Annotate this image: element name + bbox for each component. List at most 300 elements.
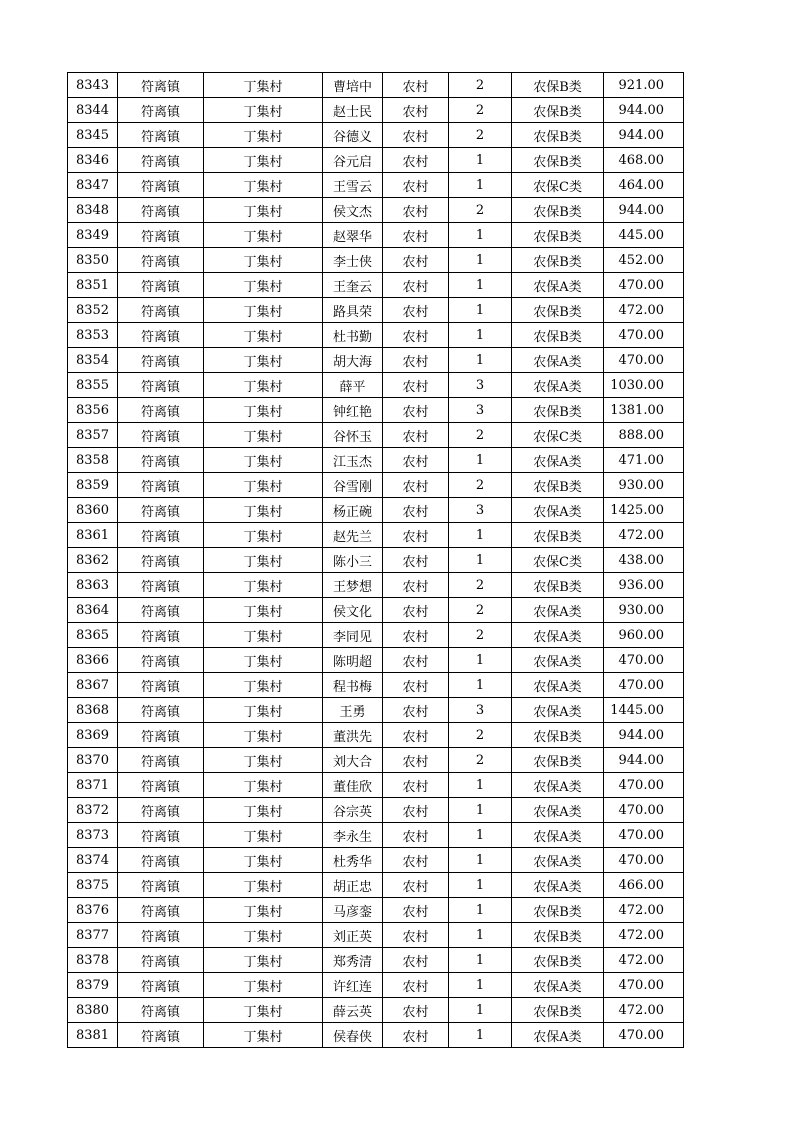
cell-type: 农村 (383, 498, 449, 523)
cell-village: 丁集村 (204, 973, 323, 998)
cell-town: 符离镇 (118, 223, 204, 248)
cell-id: 8347 (68, 173, 118, 198)
cell-village: 丁集村 (204, 448, 323, 473)
cell-amount: 472.00 (604, 898, 684, 923)
cell-id: 8356 (68, 398, 118, 423)
cell-amount: 936.00 (604, 573, 684, 598)
cell-category: 农保B类 (512, 148, 604, 173)
cell-name: 程书梅 (323, 673, 383, 698)
cell-count: 2 (449, 573, 512, 598)
cell-count: 1 (449, 248, 512, 273)
cell-name: 杨正碗 (323, 498, 383, 523)
table-row (68, 948, 684, 973)
table-row (68, 523, 684, 548)
cell-amount: 470.00 (604, 1023, 684, 1048)
cell-count: 1 (449, 173, 512, 198)
cell-amount: 472.00 (604, 948, 684, 973)
cell-type: 农村 (383, 898, 449, 923)
cell-village: 丁集村 (204, 523, 323, 548)
cell-id: 8362 (68, 548, 118, 573)
cell-id: 8353 (68, 323, 118, 348)
cell-id: 8373 (68, 823, 118, 848)
cell-town: 符离镇 (118, 373, 204, 398)
cell-name: 赵先兰 (323, 523, 383, 548)
cell-category: 农保B类 (512, 248, 604, 273)
cell-name: 赵翠华 (323, 223, 383, 248)
cell-village: 丁集村 (204, 498, 323, 523)
table-row (68, 548, 684, 573)
table-row (68, 823, 684, 848)
cell-id: 8372 (68, 798, 118, 823)
cell-count: 1 (449, 873, 512, 898)
cell-type: 农村 (383, 573, 449, 598)
cell-id: 8361 (68, 523, 118, 548)
cell-type: 农村 (383, 223, 449, 248)
cell-amount: 944.00 (604, 123, 684, 148)
cell-type: 农村 (383, 698, 449, 723)
table-row (68, 198, 684, 223)
cell-village: 丁集村 (204, 798, 323, 823)
cell-village: 丁集村 (204, 198, 323, 223)
cell-village: 丁集村 (204, 773, 323, 798)
cell-amount: 438.00 (604, 548, 684, 573)
cell-village: 丁集村 (204, 623, 323, 648)
cell-id: 8365 (68, 623, 118, 648)
cell-count: 1 (449, 523, 512, 548)
cell-amount: 472.00 (604, 998, 684, 1023)
cell-type: 农村 (383, 998, 449, 1023)
cell-village: 丁集村 (204, 473, 323, 498)
cell-village: 丁集村 (204, 173, 323, 198)
cell-count: 2 (449, 723, 512, 748)
cell-name: 董佳欣 (323, 773, 383, 798)
cell-category: 农保B类 (512, 723, 604, 748)
cell-town: 符离镇 (118, 423, 204, 448)
cell-village: 丁集村 (204, 948, 323, 973)
cell-name: 侯文杰 (323, 198, 383, 223)
cell-amount: 1445.00 (604, 698, 684, 723)
cell-amount: 960.00 (604, 623, 684, 648)
cell-village: 丁集村 (204, 148, 323, 173)
cell-town: 符离镇 (118, 398, 204, 423)
cell-name: 王勇 (323, 698, 383, 723)
cell-village: 丁集村 (204, 673, 323, 698)
cell-category: 农保B类 (512, 73, 604, 98)
cell-town: 符离镇 (118, 848, 204, 873)
cell-town: 符离镇 (118, 698, 204, 723)
cell-town: 符离镇 (118, 973, 204, 998)
cell-town: 符离镇 (118, 898, 204, 923)
cell-type: 农村 (383, 723, 449, 748)
cell-amount: 470.00 (604, 323, 684, 348)
cell-id: 8366 (68, 648, 118, 673)
cell-name: 胡正忠 (323, 873, 383, 898)
cell-type: 农村 (383, 873, 449, 898)
cell-id: 8360 (68, 498, 118, 523)
cell-count: 2 (449, 73, 512, 98)
cell-village: 丁集村 (204, 248, 323, 273)
cell-type: 农村 (383, 623, 449, 648)
cell-name: 路具荣 (323, 298, 383, 323)
cell-id: 8343 (68, 73, 118, 98)
cell-name: 刘大合 (323, 748, 383, 773)
cell-town: 符离镇 (118, 923, 204, 948)
cell-id: 8379 (68, 973, 118, 998)
cell-town: 符离镇 (118, 148, 204, 173)
cell-id: 8374 (68, 848, 118, 873)
cell-id: 8377 (68, 923, 118, 948)
table-row (68, 73, 684, 98)
cell-amount: 1425.00 (604, 498, 684, 523)
cell-type: 农村 (383, 423, 449, 448)
cell-count: 1 (449, 773, 512, 798)
cell-category: 农保A类 (512, 273, 604, 298)
cell-count: 2 (449, 623, 512, 648)
table-row (68, 173, 684, 198)
cell-type: 农村 (383, 973, 449, 998)
cell-name: 薛云英 (323, 998, 383, 1023)
cell-name: 钟红艳 (323, 398, 383, 423)
cell-amount: 930.00 (604, 598, 684, 623)
cell-id: 8364 (68, 598, 118, 623)
cell-type: 农村 (383, 98, 449, 123)
table-row (68, 723, 684, 748)
table-row (68, 573, 684, 598)
cell-village: 丁集村 (204, 323, 323, 348)
cell-id: 8363 (68, 573, 118, 598)
cell-town: 符离镇 (118, 948, 204, 973)
cell-type: 农村 (383, 273, 449, 298)
cell-village: 丁集村 (204, 873, 323, 898)
cell-id: 8355 (68, 373, 118, 398)
cell-category: 农保B类 (512, 123, 604, 148)
cell-id: 8358 (68, 448, 118, 473)
cell-amount: 1381.00 (604, 398, 684, 423)
cell-town: 符离镇 (118, 873, 204, 898)
cell-count: 3 (449, 398, 512, 423)
cell-town: 符离镇 (118, 523, 204, 548)
cell-category: 农保B类 (512, 948, 604, 973)
table-row (68, 123, 684, 148)
cell-town: 符离镇 (118, 548, 204, 573)
cell-id: 8354 (68, 348, 118, 373)
cell-name: 许红连 (323, 973, 383, 998)
cell-name: 谷宗英 (323, 798, 383, 823)
cell-type: 农村 (383, 73, 449, 98)
cell-category: 农保A类 (512, 873, 604, 898)
cell-count: 1 (449, 848, 512, 873)
cell-village: 丁集村 (204, 898, 323, 923)
cell-name: 王奎云 (323, 273, 383, 298)
cell-village: 丁集村 (204, 823, 323, 848)
table-row (68, 323, 684, 348)
cell-amount: 470.00 (604, 348, 684, 373)
cell-category: 农保B类 (512, 398, 604, 423)
cell-category: 农保C类 (512, 548, 604, 573)
cell-count: 2 (449, 198, 512, 223)
table-row (68, 648, 684, 673)
cell-count: 1 (449, 548, 512, 573)
cell-town: 符离镇 (118, 648, 204, 673)
cell-town: 符离镇 (118, 573, 204, 598)
cell-village: 丁集村 (204, 848, 323, 873)
cell-village: 丁集村 (204, 573, 323, 598)
cell-count: 1 (449, 948, 512, 973)
table-row (68, 498, 684, 523)
cell-name: 董洪先 (323, 723, 383, 748)
cell-category: 农保B类 (512, 523, 604, 548)
cell-name: 谷德义 (323, 123, 383, 148)
cell-count: 1 (449, 1023, 512, 1048)
table-row (68, 598, 684, 623)
cell-town: 符离镇 (118, 448, 204, 473)
cell-town: 符离镇 (118, 298, 204, 323)
cell-id: 8352 (68, 298, 118, 323)
cell-town: 符离镇 (118, 673, 204, 698)
table-row (68, 98, 684, 123)
table-row (68, 748, 684, 773)
cell-category: 农保A类 (512, 848, 604, 873)
cell-id: 8375 (68, 873, 118, 898)
cell-village: 丁集村 (204, 423, 323, 448)
cell-type: 农村 (383, 673, 449, 698)
cell-village: 丁集村 (204, 648, 323, 673)
cell-type: 农村 (383, 173, 449, 198)
table-row (68, 148, 684, 173)
cell-town: 符离镇 (118, 323, 204, 348)
cell-category: 农保C类 (512, 173, 604, 198)
cell-name: 侯春侠 (323, 1023, 383, 1048)
table-row (68, 673, 684, 698)
cell-name: 王雪云 (323, 173, 383, 198)
cell-count: 1 (449, 298, 512, 323)
cell-village: 丁集村 (204, 348, 323, 373)
cell-count: 3 (449, 698, 512, 723)
table-row (68, 373, 684, 398)
cell-town: 符离镇 (118, 73, 204, 98)
table-row (68, 873, 684, 898)
cell-amount: 470.00 (604, 773, 684, 798)
cell-id: 8345 (68, 123, 118, 148)
cell-amount: 944.00 (604, 98, 684, 123)
cell-amount: 470.00 (604, 273, 684, 298)
cell-type: 农村 (383, 598, 449, 623)
cell-count: 1 (449, 973, 512, 998)
table-row (68, 848, 684, 873)
cell-count: 1 (449, 223, 512, 248)
cell-count: 2 (449, 748, 512, 773)
cell-category: 农保B类 (512, 198, 604, 223)
cell-village: 丁集村 (204, 373, 323, 398)
cell-town: 符离镇 (118, 348, 204, 373)
table-row (68, 923, 684, 948)
cell-count: 1 (449, 273, 512, 298)
cell-type: 农村 (383, 298, 449, 323)
cell-amount: 470.00 (604, 823, 684, 848)
table-row (68, 423, 684, 448)
cell-name: 薛平 (323, 373, 383, 398)
cell-category: 农保B类 (512, 473, 604, 498)
cell-count: 1 (449, 448, 512, 473)
cell-village: 丁集村 (204, 698, 323, 723)
cell-category: 农保A类 (512, 823, 604, 848)
cell-category: 农保A类 (512, 598, 604, 623)
cell-id: 8344 (68, 98, 118, 123)
cell-category: 农保A类 (512, 648, 604, 673)
cell-category: 农保C类 (512, 423, 604, 448)
table-row (68, 348, 684, 373)
cell-type: 农村 (383, 198, 449, 223)
cell-amount: 471.00 (604, 448, 684, 473)
cell-category: 农保B类 (512, 323, 604, 348)
cell-id: 8367 (68, 673, 118, 698)
cell-town: 符离镇 (118, 748, 204, 773)
cell-name: 江玉杰 (323, 448, 383, 473)
cell-name: 陈小三 (323, 548, 383, 573)
cell-category: 农保B类 (512, 898, 604, 923)
cell-amount: 470.00 (604, 648, 684, 673)
cell-category: 农保A类 (512, 973, 604, 998)
cell-category: 农保A类 (512, 623, 604, 648)
cell-count: 1 (449, 348, 512, 373)
cell-count: 2 (449, 98, 512, 123)
cell-name: 谷元启 (323, 148, 383, 173)
cell-id: 8380 (68, 998, 118, 1023)
cell-amount: 466.00 (604, 873, 684, 898)
cell-count: 3 (449, 373, 512, 398)
cell-id: 8371 (68, 773, 118, 798)
cell-town: 符离镇 (118, 998, 204, 1023)
cell-category: 农保B类 (512, 223, 604, 248)
cell-category: 农保B类 (512, 573, 604, 598)
roster-body (68, 73, 684, 1048)
cell-id: 8349 (68, 223, 118, 248)
cell-category: 农保A类 (512, 348, 604, 373)
cell-town: 符离镇 (118, 98, 204, 123)
cell-category: 农保B类 (512, 998, 604, 1023)
cell-id: 8350 (68, 248, 118, 273)
cell-amount: 921.00 (604, 73, 684, 98)
cell-name: 李士侠 (323, 248, 383, 273)
cell-amount: 470.00 (604, 973, 684, 998)
cell-town: 符离镇 (118, 1023, 204, 1048)
cell-type: 农村 (383, 798, 449, 823)
cell-count: 1 (449, 898, 512, 923)
cell-id: 8369 (68, 723, 118, 748)
cell-town: 符离镇 (118, 173, 204, 198)
cell-town: 符离镇 (118, 498, 204, 523)
cell-category: 农保B类 (512, 748, 604, 773)
cell-amount: 470.00 (604, 848, 684, 873)
cell-town: 符离镇 (118, 723, 204, 748)
cell-type: 农村 (383, 323, 449, 348)
cell-amount: 470.00 (604, 798, 684, 823)
cell-name: 刘正英 (323, 923, 383, 948)
cell-amount: 1030.00 (604, 373, 684, 398)
table-row (68, 623, 684, 648)
cell-type: 农村 (383, 523, 449, 548)
cell-name: 曹培中 (323, 73, 383, 98)
cell-count: 1 (449, 923, 512, 948)
cell-amount: 472.00 (604, 523, 684, 548)
cell-category: 农保B类 (512, 298, 604, 323)
cell-town: 符离镇 (118, 198, 204, 223)
cell-count: 3 (449, 498, 512, 523)
table-row (68, 998, 684, 1023)
cell-type: 农村 (383, 148, 449, 173)
cell-category: 农保B类 (512, 98, 604, 123)
cell-name: 李同见 (323, 623, 383, 648)
cell-town: 符离镇 (118, 248, 204, 273)
cell-type: 农村 (383, 348, 449, 373)
cell-town: 符离镇 (118, 123, 204, 148)
cell-amount: 930.00 (604, 473, 684, 498)
cell-name: 王梦想 (323, 573, 383, 598)
cell-category: 农保A类 (512, 798, 604, 823)
cell-village: 丁集村 (204, 1023, 323, 1048)
cell-id: 8346 (68, 148, 118, 173)
cell-category: 农保A类 (512, 698, 604, 723)
table-row (68, 973, 684, 998)
cell-id: 8376 (68, 898, 118, 923)
table-row (68, 798, 684, 823)
cell-category: 农保A类 (512, 498, 604, 523)
cell-count: 2 (449, 423, 512, 448)
cell-id: 8351 (68, 273, 118, 298)
cell-village: 丁集村 (204, 273, 323, 298)
cell-name: 谷怀玉 (323, 423, 383, 448)
cell-id: 8357 (68, 423, 118, 448)
cell-village: 丁集村 (204, 73, 323, 98)
cell-category: 农保A类 (512, 773, 604, 798)
cell-village: 丁集村 (204, 923, 323, 948)
cell-town: 符离镇 (118, 473, 204, 498)
cell-amount: 452.00 (604, 248, 684, 273)
table-row (68, 773, 684, 798)
cell-type: 农村 (383, 373, 449, 398)
cell-id: 8378 (68, 948, 118, 973)
cell-amount: 464.00 (604, 173, 684, 198)
table-row (68, 698, 684, 723)
cell-count: 1 (449, 323, 512, 348)
cell-village: 丁集村 (204, 548, 323, 573)
cell-town: 符离镇 (118, 798, 204, 823)
cell-count: 1 (449, 148, 512, 173)
cell-id: 8368 (68, 698, 118, 723)
cell-village: 丁集村 (204, 598, 323, 623)
cell-town: 符离镇 (118, 623, 204, 648)
cell-town: 符离镇 (118, 273, 204, 298)
table-row (68, 248, 684, 273)
cell-count: 1 (449, 648, 512, 673)
cell-count: 1 (449, 673, 512, 698)
cell-name: 谷雪刚 (323, 473, 383, 498)
cell-count: 1 (449, 823, 512, 848)
cell-id: 8359 (68, 473, 118, 498)
cell-type: 农村 (383, 948, 449, 973)
cell-type: 农村 (383, 848, 449, 873)
cell-name: 陈明超 (323, 648, 383, 673)
table-row (68, 448, 684, 473)
table-row (68, 273, 684, 298)
roster-table (67, 72, 684, 1048)
cell-name: 李永生 (323, 823, 383, 848)
cell-amount: 944.00 (604, 748, 684, 773)
table-row (68, 898, 684, 923)
cell-id: 8370 (68, 748, 118, 773)
cell-amount: 944.00 (604, 723, 684, 748)
cell-category: 农保A类 (512, 1023, 604, 1048)
